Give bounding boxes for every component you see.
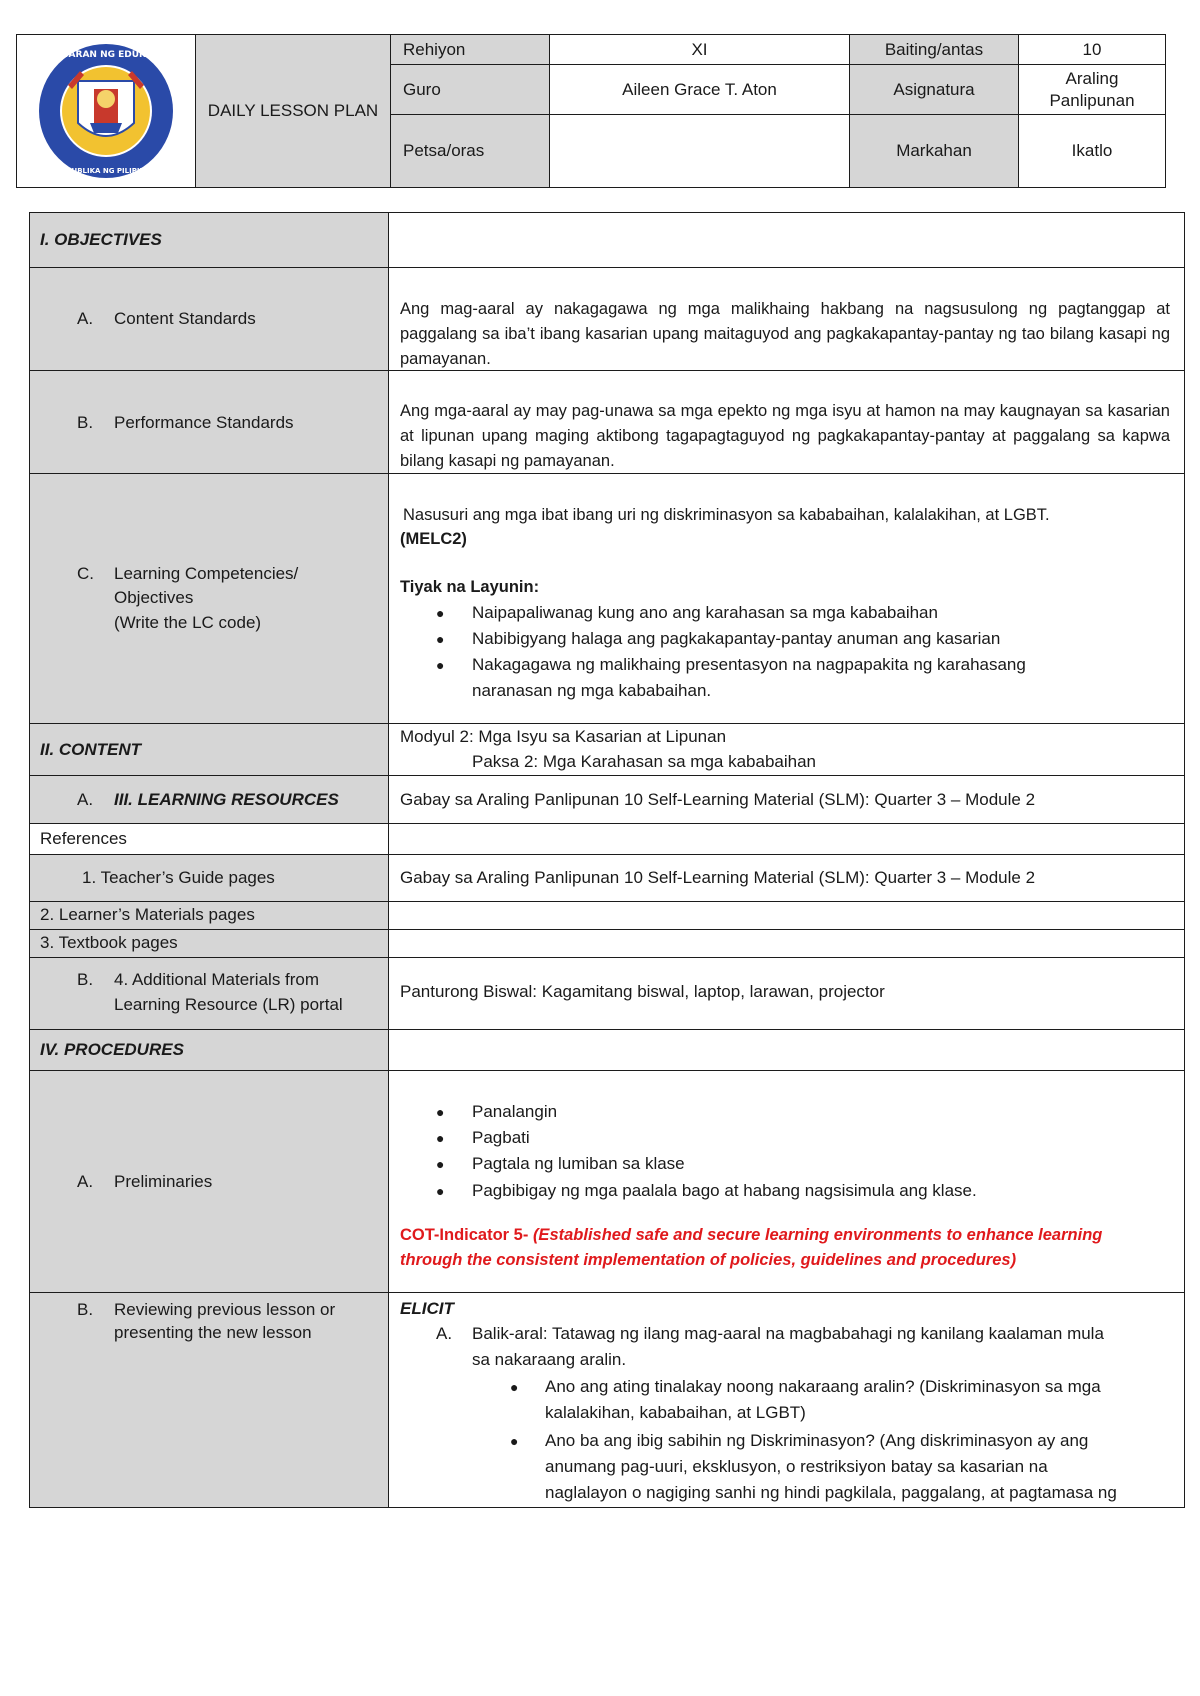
elicit-heading: ELICIT bbox=[400, 1299, 454, 1318]
bullet-dot: ● bbox=[436, 1104, 445, 1120]
module-title: Modyul 2: Mga Isyu sa Kasarian at Lipunan bbox=[400, 727, 727, 746]
asignatura-value-line1: Araling bbox=[1065, 68, 1119, 88]
teachers-guide-label: 1. Teacher’s Guide pages bbox=[82, 868, 275, 887]
preliminary-item-3: Pagtala ng lumiban sa klase bbox=[472, 1154, 685, 1173]
dlp-title-cell bbox=[195, 34, 391, 188]
baitang-value: 10 bbox=[1082, 39, 1102, 59]
bullet-dot: ● bbox=[436, 1156, 445, 1172]
learning-competencies-letter: C. bbox=[77, 564, 94, 583]
cot-prefix: COT-Indicator 5- bbox=[400, 1226, 529, 1244]
guro-label: Guro bbox=[403, 79, 441, 99]
reviewing-letter: B. bbox=[77, 1300, 94, 1319]
learning-resources-letter: A. bbox=[77, 790, 94, 809]
preliminaries-letter: A. bbox=[77, 1172, 94, 1191]
objectives-heading-right-cell bbox=[388, 212, 1185, 268]
learning-competencies-label-line2: Objectives bbox=[114, 588, 194, 607]
guro-label-cell bbox=[390, 64, 550, 115]
rehiyon-label-cell bbox=[390, 34, 550, 65]
learners-materials-label: 2. Learner’s Materials pages bbox=[40, 905, 255, 924]
rehiyon-value: XI bbox=[691, 39, 708, 59]
baitang-label-cell bbox=[849, 34, 1019, 65]
rehiyon-value-cell bbox=[549, 34, 850, 65]
preliminaries-label: Preliminaries bbox=[114, 1172, 213, 1191]
seal-cell bbox=[16, 34, 196, 188]
guro-value: Aileen Grace T. Aton bbox=[622, 79, 777, 99]
references-text-cell bbox=[388, 823, 1185, 855]
bullet-dot: ● bbox=[436, 1183, 445, 1199]
learning-competencies-label-line1: Learning Competencies/ bbox=[114, 564, 299, 583]
markahan-value-cell bbox=[1018, 114, 1166, 188]
textbook-label: 3. Textbook pages bbox=[40, 933, 178, 952]
guro-value-cell bbox=[549, 64, 850, 115]
baitang-label: Baiting/antas bbox=[884, 39, 984, 59]
objectives-heading: I. OBJECTIVES bbox=[40, 230, 162, 249]
learning-resources-text: Gabay sa Araling Panlipunan 10 Self-Learning Material (SLM): Quarter 3 – Module 2 bbox=[400, 790, 1036, 809]
svg-text:REPUBLIKA NG PILIPINAS: REPUBLIKA NG PILIPINAS bbox=[56, 167, 156, 175]
content-heading: II. CONTENT bbox=[40, 740, 142, 759]
asignatura-value-cell bbox=[1018, 64, 1166, 115]
bullet-dot: ● bbox=[510, 1379, 519, 1395]
content-standards-label: Content Standards bbox=[114, 309, 256, 328]
learners-materials-text-cell bbox=[388, 901, 1185, 930]
preliminary-item-1: Panalangin bbox=[472, 1102, 558, 1121]
dlp-title: DAILY LESSON PLAN bbox=[207, 101, 379, 120]
elicit-letter: A. bbox=[436, 1324, 453, 1343]
elicit-text-line1: Balik-aral: Tatawag ng ilang mag-aaral na magbabahagi ng kanilang kaalaman mula bbox=[472, 1324, 1104, 1343]
specific-objectives-heading: Tiyak na Layunin: bbox=[400, 578, 540, 596]
cot-indicator bbox=[400, 1223, 1180, 1273]
bullet-dot: ● bbox=[510, 1433, 519, 1449]
bullet-dot: ● bbox=[436, 1130, 445, 1146]
performance-standards-text: Ang mga-aaral ay may pag-unawa sa mga epekto ng mga isyu at hamon na may kaugnayan sa kasarian at lipunan upang maging aktibong tagapagtaguyod ng pagkakapantay-pantay at paggalang sa kapwa bilang kasapi ng pamayanan. bbox=[400, 402, 1170, 470]
asignatura-value-line2: Panlipunan bbox=[1049, 90, 1135, 110]
additional-materials-label-line2: Learning Resource (LR) portal bbox=[114, 995, 343, 1014]
content-standards-letter: A. bbox=[77, 309, 94, 328]
objective-bullet-3-cont: naranasan ng mga kababaihan. bbox=[472, 681, 712, 700]
question-1-line1: Ano ang ating tinalakay noong nakaraang aralin? (Diskriminasyon sa mga bbox=[545, 1377, 1101, 1396]
markahan-label: Markahan bbox=[896, 141, 972, 160]
learning-resources-heading: III. LEARNING RESOURCES bbox=[114, 790, 339, 809]
additional-materials-text: Panturong Biswal: Kagamitang biswal, laptop, larawan, projector bbox=[400, 982, 885, 1001]
question-2-line3: naglalayon o nagiging sanhi ng hindi pagkilala, paggalang, at pagtamasa ng bbox=[545, 1483, 1117, 1502]
markahan-label-cell bbox=[849, 114, 1019, 188]
petsa-value-cell[interactable] bbox=[549, 114, 850, 188]
question-2-line1: Ano ba ang ibig sabihin ng Diskriminasyon? (Ang diskriminasyon ay ang bbox=[545, 1431, 1089, 1450]
textbook-text-cell bbox=[388, 929, 1185, 958]
objective-bullet-3: Nakagagawa ng malikhaing presentasyon na nagpapakita ng karahasang bbox=[472, 655, 1026, 674]
competency-intro: Nasusuri ang mga ibat ibang uri ng diskriminasyon sa kababaihan, kalalakihan, at LGBT. bbox=[403, 506, 1050, 524]
reviewing-label-line1: Reviewing previous lesson or bbox=[114, 1300, 336, 1319]
melc-code: (MELC2) bbox=[400, 530, 467, 548]
procedures-heading-right-cell bbox=[388, 1029, 1185, 1071]
performance-standards-letter: B. bbox=[77, 413, 94, 432]
elicit-text-line2: sa nakaraang aralin. bbox=[472, 1350, 627, 1369]
question-1-line2: kalalakihan, kababaihan, at LGBT) bbox=[545, 1403, 806, 1422]
learning-competencies-label-cell bbox=[29, 473, 389, 724]
deped-seal-logo bbox=[28, 41, 184, 181]
references-label: References bbox=[40, 829, 127, 848]
objective-bullet-1: Naipapaliwanag kung ano ang karahasan sa mga kababaihan bbox=[472, 603, 938, 622]
preliminary-item-2: Pagbati bbox=[472, 1128, 530, 1147]
content-standards-text: Ang mag-aaral ay nakagagawa ng mga malikhaing hakbang na nagsusulong ng pagtanggap at paggalang sa iba’t ibang kasarian upang maitaguyod ang pagkakapantay-pantay ng tao bilang kasapi ng pamayanan. bbox=[400, 300, 1170, 368]
svg-text:KAGAWARAN NG EDUKASYON: KAGAWARAN NG EDUKASYON bbox=[31, 50, 181, 60]
asignatura-label-cell bbox=[849, 64, 1019, 115]
teachers-guide-text: Gabay sa Araling Panlipunan 10 Self-Learning Material (SLM): Quarter 3 – Module 2 bbox=[400, 868, 1036, 887]
baitang-value-cell bbox=[1018, 34, 1166, 65]
bullet-dot: ● bbox=[436, 605, 445, 621]
objective-bullet-2: Nabibigyang halaga ang pagkakapantay-pantay anuman ang kasarian bbox=[472, 629, 1001, 648]
topic-title: Paksa 2: Mga Karahasan sa mga kababaihan bbox=[472, 752, 817, 771]
rehiyon-label: Rehiyon bbox=[403, 39, 466, 59]
cot-line1: (Established safe and secure learning environments to enhance learning bbox=[532, 1226, 1103, 1244]
question-2-line2: anumang pag-uuri, eksklusyon, o restriksiyon batay sa kasarian na bbox=[545, 1457, 1048, 1476]
additional-materials-label-line1: 4. Additional Materials from bbox=[114, 970, 320, 989]
bullet-dot: ● bbox=[436, 631, 445, 647]
markahan-value: Ikatlo bbox=[1071, 141, 1113, 160]
cot-line2: through the consistent implementation of policies, guidelines and procedures) bbox=[400, 1251, 1017, 1269]
petsa-label-cell bbox=[390, 114, 550, 188]
additional-materials-letter: B. bbox=[77, 970, 94, 989]
performance-standards-label: Performance Standards bbox=[114, 413, 294, 432]
procedures-heading: IV. PROCEDURES bbox=[40, 1040, 184, 1059]
asignatura-label: Asignatura bbox=[893, 79, 975, 99]
reviewing-label-line2: presenting the new lesson bbox=[114, 1323, 312, 1342]
petsa-label: Petsa/oras bbox=[403, 141, 485, 160]
learning-competencies-label-line3: (Write the LC code) bbox=[114, 613, 262, 632]
bullet-dot: ● bbox=[436, 657, 445, 673]
preliminary-item-4: Pagbibigay ng mga paalala bago at habang nagsisimula ang klase. bbox=[472, 1181, 977, 1200]
